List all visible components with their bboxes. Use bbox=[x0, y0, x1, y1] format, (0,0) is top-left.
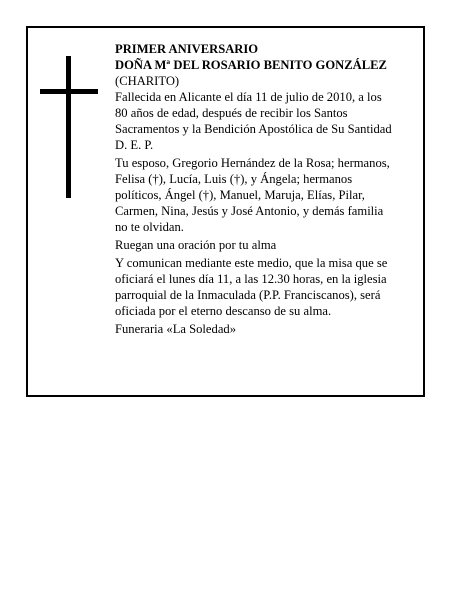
prayer-paragraph bbox=[115, 237, 415, 253]
family-line: políticos, Ángel (†), Manuel, Maruja, Elías, Pilar, bbox=[115, 188, 365, 202]
mass-paragraph bbox=[115, 255, 415, 319]
prayer-request: Ruegan una oración por tu alma bbox=[115, 238, 277, 252]
cross-vertical-bar bbox=[66, 56, 71, 198]
notice-heading: PRIMER ANIVERSARIO bbox=[115, 42, 259, 56]
family-paragraph bbox=[115, 155, 415, 235]
deceased-nickname: (CHARITO) bbox=[115, 74, 180, 88]
death-line: Sacramentos y la Bendición Apostólica de Su Santidad bbox=[115, 122, 392, 136]
funeral-home: Funeraria «La Soledad» bbox=[115, 322, 236, 336]
mass-line: parroquial de la Inmaculada (P.P. Franciscanos), será bbox=[115, 288, 381, 302]
death-paragraph bbox=[115, 89, 415, 153]
mass-line: Y comunican mediante este medio, que la misa que se bbox=[115, 256, 388, 270]
family-line: Felisa (†), Lucía, Luis (†), y Ángela; hermanos bbox=[115, 172, 353, 186]
funeral-home-paragraph bbox=[115, 321, 415, 337]
family-line: Tu esposo, Gregorio Hernández de la Rosa; hermanos, bbox=[115, 156, 390, 170]
mass-line: oficiada por el eterno descanso de su alma. bbox=[115, 304, 332, 318]
death-line: 80 años de edad, después de recibir los Santos bbox=[115, 106, 348, 120]
notice-text bbox=[115, 41, 415, 337]
obituary-notice bbox=[26, 26, 425, 397]
family-line: no te olvidan. bbox=[115, 220, 184, 234]
mass-line: oficiará el lunes día 11, a las 12.30 horas, en la iglesia bbox=[115, 272, 387, 286]
death-line: D. E. P. bbox=[115, 138, 154, 152]
death-line: Fallecida en Alicante el día 11 de julio de 2010, a los bbox=[115, 90, 382, 104]
deceased-name: DOÑA Mª DEL ROSARIO BENITO GONZÁLEZ bbox=[115, 58, 387, 72]
cross-icon bbox=[40, 56, 98, 198]
cross-horizontal-bar bbox=[40, 89, 98, 94]
family-line: Carmen, Nina, Jesús y José Antonio, y demás familia bbox=[115, 204, 384, 218]
